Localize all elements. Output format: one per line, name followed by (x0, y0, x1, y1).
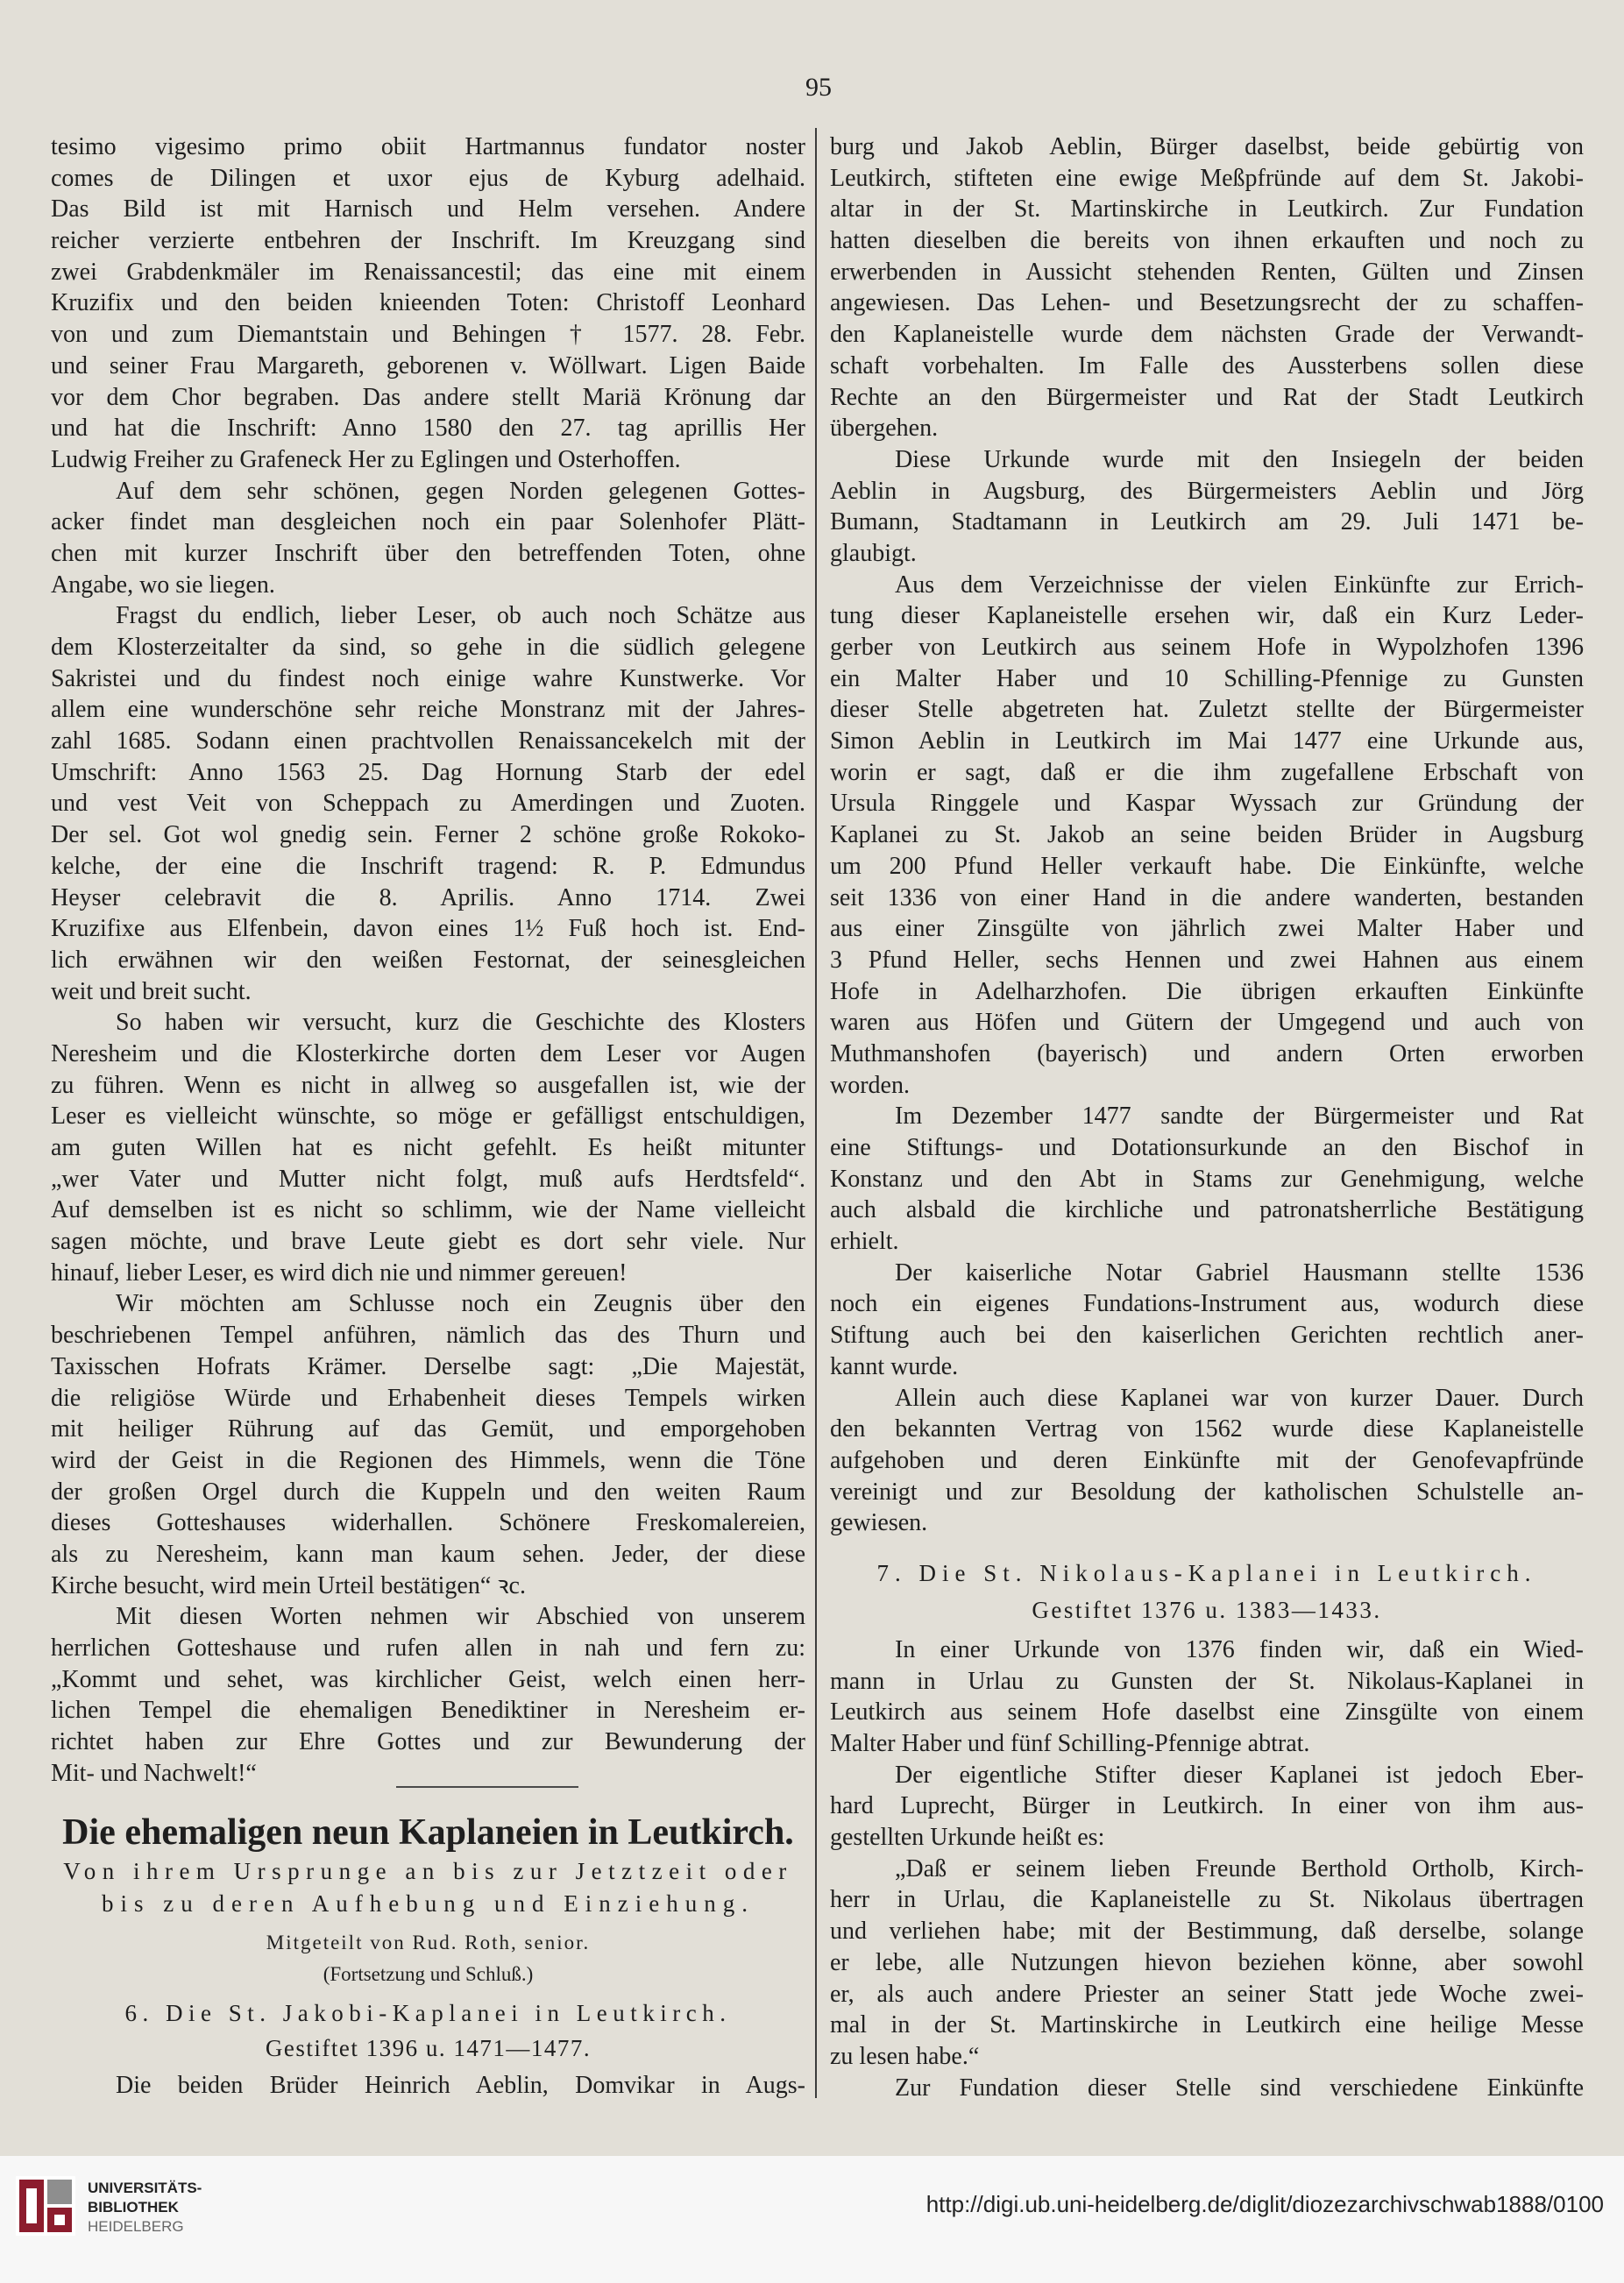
text-line: dieser Stelle abgetreten hat. Zuletzt stellte der Bürgermeister (830, 696, 1584, 724)
text-line: Sakristei und du findest noch einige wahre Kunstwerke. Vor (51, 664, 805, 692)
library-name-line: HEIDELBERG (88, 2218, 184, 2235)
text-line: hard Luprecht, Bürger in Leutkirch. In einer von ihm aus- (830, 1792, 1584, 1820)
text-line: tung dieser Kaplaneistelle ersehen wir, daß ein Kurz Leder- (830, 602, 1584, 630)
article-header (51, 1810, 805, 2102)
text-line: seit 1336 von einer Hand in die andere wanderten, bestanden (830, 883, 1584, 911)
text-line: In einer Urkunde von 1376 finden wir, daß ein Wied- (895, 1635, 1584, 1663)
text-line: und verliehen habe; mit der Bestimmung, daß derselbe, solange (830, 1918, 1584, 1946)
column-divider (815, 128, 817, 2098)
text-line: Fragst du endlich, lieber Leser, ob auch noch Schätze aus (116, 602, 805, 630)
text-line: altar in der St. Martinskirche in Leutkirch. Zur Fundation (830, 195, 1584, 223)
paragraph (51, 2070, 805, 2102)
text-line: zahl 1685. Sodann einen prachtvollen Renaissancekelch mit der (51, 727, 805, 755)
text-line: Auf dem sehr schönen, gegen Norden gelegenen Gottes- (116, 477, 805, 505)
text-line: Stiftung auch bei den kaiserlichen Gerichten rechtlich aner- (830, 1322, 1584, 1350)
text-line: hinauf, lieber Leser, es wird dich nie und nimmer gereuen! (51, 1258, 628, 1287)
text-line: den Kaplaneistelle wurde dem nächsten Grade der Verwandt- (830, 321, 1584, 349)
section-founded-date: Gestiftet 1376 u. 1383—1433. (1032, 1596, 1382, 1623)
text-line: ein Malter Haber und 10 Schilling-Pfennige zu Gunsten (830, 664, 1584, 692)
text-line: auch alsbald die kirchliche und patronatsherrliche Bestätigung (830, 1196, 1584, 1224)
paragraph (51, 1601, 805, 1789)
text-line: Bumann, Stadtamann in Leutkirch am 29. Juli 1471 be- (830, 508, 1584, 536)
paragraph (830, 1258, 1584, 1383)
text-line: eine Stiftungs- und Dotationsurkunde an den Bischof in (830, 1134, 1584, 1161)
paragraph (830, 131, 1584, 444)
text-line: Rechte an den Bürgermeister und Rat der Stadt Leutkirch (830, 383, 1584, 411)
text-line: Malter Haber und fünf Schilling-Pfennige abtrat. (830, 1730, 1310, 1757)
paragraph (51, 131, 805, 476)
text-line: von und zum Diemantstain und Behingen † 1577. 28. Febr. (51, 321, 805, 349)
text-line: Konstanz und den Abt in Stams zur Genehmigung, welche (830, 1165, 1584, 1193)
text-line: Allein auch diese Kaplanei war von kurzer Dauer. Durch (895, 1384, 1584, 1412)
text-line: zu führen. Wenn es nicht in allweg so ausgefallen ist, wie der (51, 1071, 805, 1099)
text-line: comes de Dilingen et uxor ejus de Kyburg adelhaid. (51, 164, 805, 192)
text-line: Auf demselben ist es nicht so schlimm, wie der Name vielleicht (51, 1196, 805, 1224)
paragraph (830, 1101, 1584, 1257)
text-line: erhielt. (830, 1228, 899, 1256)
text-line: Aeblin in Augsburg, des Bürgermeisters Aeblin und Jörg (830, 477, 1584, 505)
text-line: mal in der St. Martinskirche in Leutkirch eine heilige Messe (830, 2011, 1584, 2039)
library-name-line: BIBLIOTHEK (88, 2199, 179, 2216)
text-line: zwei Grabdenkmäler im Renaissancestil; das eine mit einem (51, 258, 805, 286)
left-column-text (51, 131, 805, 1789)
text-line: Der sel. Got wol gnedig sein. Ferner 2 schöne große Rokoko- (51, 821, 805, 849)
text-line: wird der Geist in die Regionen des Himmels, wenn die Töne (51, 1446, 805, 1474)
text-line: glaubigt. (830, 539, 917, 567)
text-line: Diese Urkunde wurde mit den Insiegeln der beiden (895, 445, 1584, 473)
text-line: Kaplanei zu St. Jakob an seine beiden Brüder in Augsburg (830, 821, 1584, 849)
text-line: und vest Veit von Scheppach zu Amerdingen und Zuoten. (51, 790, 805, 818)
paragraph (51, 600, 805, 1007)
text-line: er, als auch andere Priester an seiner Statt jede Woche zwei- (830, 1980, 1584, 2008)
left-column (51, 131, 805, 1789)
text-line: aus einer Zinsgülte von jährlich zwei Malter Haber und (830, 915, 1584, 943)
text-line: und seiner Frau Margareth, geborenen v. Wöllwart. Ligen Baide (51, 351, 805, 379)
text-line: Das Bild ist mit Harnisch und Helm versehen. Andere (51, 195, 805, 223)
text-line: die religiöse Würde und Erhabenheit dieses Tempels wirken (51, 1384, 805, 1412)
right-column-text (830, 131, 1584, 1539)
text-line: Simon Aeblin in Leutkirch im Mai 1477 eine Urkunde aus, (830, 727, 1584, 755)
footer (0, 2156, 1624, 2283)
text-line: chen mit kurzer Inschrift über den betreffenden Toten, ohne (51, 539, 805, 567)
article-title: Die ehemaligen neun Kaplaneien in Leutkirch. (62, 1812, 794, 1853)
paragraph (830, 444, 1584, 570)
article-subtitle-line: Von ihrem Ursprunge an bis zur Jetztzeit oder (63, 1858, 793, 1884)
text-line: dem Klosterzeitalter da sind, so gehe in die südlich gelegene (51, 634, 805, 661)
text-line: gerber von Leutkirch aus seinem Hofe in Wypolzhofen 1396 (830, 634, 1584, 661)
library-name (88, 2179, 202, 2237)
paragraph (830, 570, 1584, 1102)
text-line: gestellten Urkunde heißt es: (830, 1824, 1105, 1852)
text-line: Muthmanshofen (bayerisch) und andern Orten erworben (830, 1039, 1584, 1067)
text-line: Ludwig Freiher zu Grafeneck Her zu Eglingen und Osterhoffen. (51, 445, 681, 473)
text-line: reicher verzierte entbehren der Inschrift. Im Kreuzgang sind (51, 227, 805, 255)
text-line: worden. (830, 1071, 910, 1099)
text-line: herr in Urlau, die Kaplaneistelle zu St. Nikolaus übertragen (830, 1886, 1584, 1914)
text-line: Ursula Ringgele und Kaspar Wyssach zur Gründung der (830, 790, 1584, 818)
text-line: dieses Gotteshauses widerhallen. Schönere Freskomalereien, (51, 1509, 805, 1537)
text-line: noch ein eigenes Fundations-Instrument aus, wodurch diese (830, 1290, 1584, 1318)
text-line: aufgehoben und deren Einkünfte mit der Genofevapfründe (830, 1446, 1584, 1474)
text-line: Der kaiserliche Notar Gabriel Hausmann stellte 1536 (895, 1258, 1584, 1287)
right-column (830, 131, 1584, 2103)
text-line: kelche, der eine die Inschrift tragend: R. P. Edmundus (51, 852, 805, 880)
text-line: mit heiliger Rührung auf das Gemüt, und emporgehoben (51, 1415, 805, 1443)
text-line: Heyser celebravit die 8. Aprilis. Anno 1714. Zwei (51, 883, 805, 911)
text-line: herrlichen Gotteshause und rufen allen in nah und fern zu: (51, 1634, 805, 1662)
continuation-note: (Fortsetzung und Schluß.) (323, 1963, 534, 1985)
section-rule (396, 1786, 578, 1788)
paragraph (830, 1383, 1584, 1539)
text-line: mann in Urlau zu Gunsten der St. Nikolaus-Kaplanei in (830, 1667, 1584, 1695)
text-line: erwerbenden in Aussicht stehenden Renten, Gülten und Zinsen (830, 258, 1584, 286)
article-subtitle-line: bis zu deren Aufhebung und Einziehung. (102, 1890, 755, 1917)
paragraph (830, 1760, 1584, 1854)
text-line: Taxisschen Hofrats Krämer. Derselbe sagt: „Die Majestät, (51, 1352, 805, 1380)
library-name-line: UNIVERSITÄTS- (88, 2180, 202, 2196)
section-text (830, 1634, 1584, 2103)
ub-heidelberg-logo-icon (16, 2176, 75, 2236)
source-url-link[interactable]: http://digi.ub.uni-heidelberg.de/diglit/diozezarchivschwab1888/0100 (925, 2191, 1604, 2217)
section-text (51, 2070, 805, 2102)
text-line: vor dem Chor begraben. Das andere stellt Mariä Krönung dar (51, 383, 805, 411)
text-line: Angabe, wo sie liegen. (51, 571, 275, 599)
text-line: richtet haben zur Ehre Gottes und zur Bewunderung der (51, 1728, 805, 1756)
text-line: vereinigt und zur Besoldung der katholischen Schulstelle an- (830, 1478, 1584, 1506)
paragraph (830, 1854, 1584, 2073)
text-line: beschriebenen Tempel anführen, nämlich das des Thurn und (51, 1322, 805, 1350)
text-line: Mit- und Nachwelt!“ (51, 1759, 257, 1787)
section-heading: 7. Die St. Nikolaus-Kaplanei in Leutkirch. (876, 1559, 1537, 1586)
text-line: und hat die Inschrift: Anno 1580 den 27. tag aprillis Her (51, 415, 805, 443)
text-line: Im Dezember 1477 sandte der Bürgermeister und Rat (895, 1103, 1584, 1131)
text-line: Umschrift: Anno 1563 25. Dag Hornung Starb der edel (51, 758, 805, 786)
text-line: weit und breit sucht. (51, 977, 252, 1005)
text-line: Wir möchten am Schlusse noch ein Zeugnis über den (116, 1290, 805, 1318)
paragraph (830, 1634, 1584, 1760)
text-line: Aus dem Verzeichnisse der vielen Einkünfte zur Errich- (895, 571, 1584, 599)
text-line: angewiesen. Das Lehen- und Besetzungsrecht der zu schaffen- (830, 289, 1584, 317)
text-line: der großen Orgel durch die Kuppeln und den weiten Raum (51, 1478, 805, 1506)
text-line: übergehen. (830, 415, 939, 443)
text-line: Zur Fundation dieser Stelle sind verschiedene Einkünfte (895, 2074, 1584, 2102)
text-line: Leutkirch, stifteten eine ewige Meßpfründe auf dem St. Jakobi- (830, 164, 1584, 192)
paragraph (51, 1288, 805, 1601)
text-line: als zu Neresheim, kann man kaum sehen. Jeder, der diese (51, 1540, 805, 1568)
text-line: hatten dieselben die bereits von ihnen erkauften und noch zu (830, 227, 1584, 255)
text-line: gewiesen. (830, 1509, 928, 1537)
text-line: Leutkirch aus seinem Hofe daselbst eine Zinsgülte von einem (830, 1698, 1584, 1726)
text-line: „Kommt und sehet, was kirchlicher Geist, welch einen herr- (51, 1665, 805, 1693)
section-7 (830, 1556, 1584, 2103)
page-number: 95 (805, 73, 832, 102)
text-line: Kirche besucht, wird mein Urteil bestätigen“ ꝛc. (51, 1571, 526, 1599)
text-line: „Daß er seinem lieben Freunde Berthold Ortholb, Kirch- (895, 1854, 1584, 1882)
text-line: schaft vorbehalten. Im Falle des Aussterbens sollen diese (830, 351, 1584, 379)
section-heading: 6. Die St. Jakobi-Kaplanei in Leutkirch. (124, 2000, 732, 2026)
text-line: Hofe in Adelharzhofen. Die übrigen erkauften Einkünfte (830, 977, 1584, 1005)
text-line: tesimo vigesimo primo obiit Hartmannus fundator noster (51, 133, 805, 160)
text-line: sagen möchte, und brave Leute giebt es dort sehr viele. Nur (51, 1228, 805, 1256)
text-line: lich erwähnen wir den weißen Festornat, der seinesgleichen (51, 946, 805, 974)
paragraph (830, 2073, 1584, 2104)
text-line: burg und Jakob Aeblin, Bürger daselbst, beide gebürtig von (830, 133, 1584, 160)
text-line: Mit diesen Worten nehmen wir Abschied von unserem (116, 1603, 805, 1631)
text-line: waren aus Höfen und Gütern der Umgegend und auch von (830, 1009, 1584, 1037)
text-line: 3 Pfund Heller, sechs Hennen und zwei Hahnen aus einem (830, 946, 1584, 974)
text-line: allem eine wunderschöne sehr reiche Monstranz mit der Jahres- (51, 696, 805, 724)
text-line: acker findet man desgleichen noch ein paar Solenhofer Plätt- (51, 508, 805, 536)
text-line: worin er sagt, daß er die ihm zugefallene Erbschaft von (830, 758, 1584, 786)
text-line: zu lesen habe.“ (830, 2042, 980, 2070)
text-line: Kruzifixe aus Elfenbein, davon eines 1½ Fuß hoch ist. End- (51, 915, 805, 943)
text-line: „wer Vater und Mutter nicht folgt, muß aufs Herdtsfeld“. (51, 1165, 805, 1193)
text-line: Leser es vielleicht wünschte, so möge er gefälligst entschuldigen, (51, 1103, 805, 1131)
text-line: am guten Willen hat es nicht gefehlt. Es heißt mitunter (51, 1134, 805, 1161)
paragraph (51, 476, 805, 601)
paragraph (51, 1007, 805, 1288)
text-line: den bekannten Vertrag von 1562 wurde diese Kaplaneistelle (830, 1415, 1584, 1443)
text-line: Der eigentliche Stifter dieser Kaplanei ist jedoch Eber- (895, 1761, 1584, 1789)
text-line: kannt wurde. (830, 1352, 959, 1380)
text-line: lichen Tempel die ehemaligen Benediktiner in Neresheim er- (51, 1697, 805, 1725)
text-line: Die beiden Brüder Heinrich Aeblin, Domvikar in Augs- (116, 2072, 805, 2099)
text-line: Neresheim und die Klosterkirche dorten dem Leser vor Augen (51, 1039, 805, 1067)
article-author: Mitgeteilt von Rud. Roth, senior. (266, 1932, 591, 1953)
section-founded-date: Gestiftet 1396 u. 1471—1477. (265, 2035, 592, 2061)
text-line: Kruzifix und den beiden knieenden Toten: Christoff Leonhard (51, 289, 805, 317)
text-line: So haben wir versucht, kurz die Geschichte des Klosters (116, 1009, 805, 1037)
text-line: er lebe, alle Nutzungen hievon beziehen könne, aber sowohl (830, 1948, 1584, 1976)
text-line: um 200 Pfund Heller verkauft habe. Die Einkünfte, welche (830, 852, 1584, 880)
